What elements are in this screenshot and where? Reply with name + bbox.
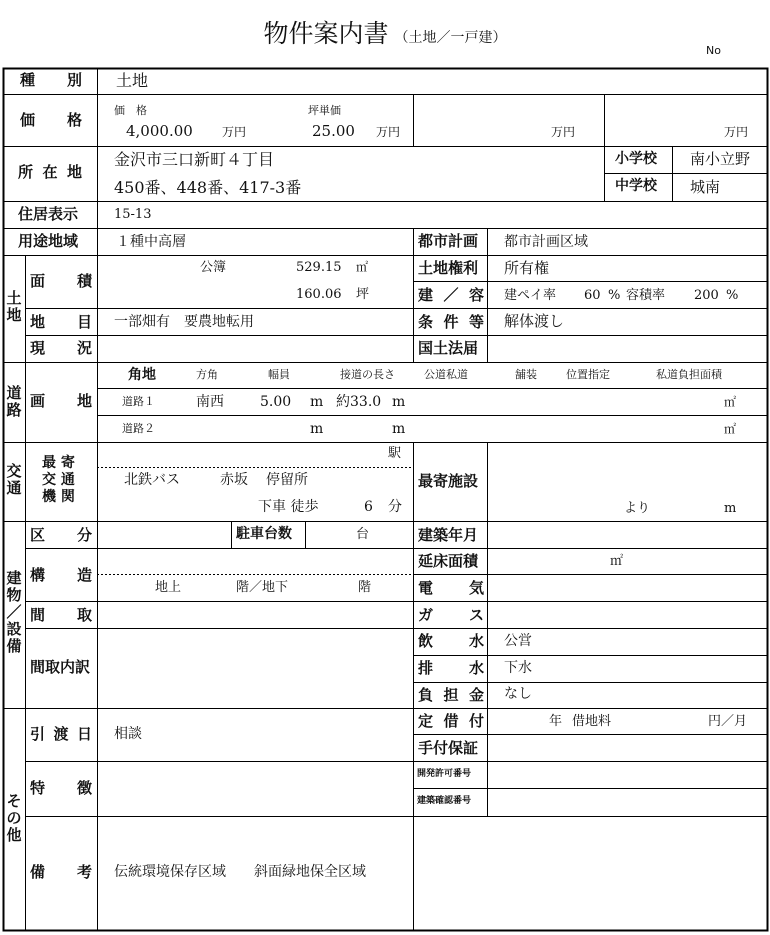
label-nobeyuka: 延床面積 <box>418 552 479 570</box>
kouhou-label: 公簿 <box>200 260 227 275</box>
price-label: 価 格 <box>114 104 147 117</box>
road1-width: 5.00 <box>260 394 292 410</box>
label-kubun: 区 分 <box>30 526 92 544</box>
label-futankin: 負 担 金 <box>418 686 484 704</box>
label-madori-uchiwake: 間取内訳 <box>30 658 91 676</box>
label-kenyo: 建 ／ 容 <box>418 286 484 304</box>
kenpei-value: 60 <box>584 288 601 303</box>
label-chikunen: 建築年月 <box>418 526 479 544</box>
road1-area-unit: ㎡ <box>724 395 737 409</box>
label-kokudo: 国土法届 <box>418 339 479 357</box>
road-header-futan: 私道負担面積 <box>656 368 722 381</box>
kenri-value: 所有権 <box>504 259 550 277</box>
price-unit-3: 万円 <box>551 125 576 139</box>
yoseki-pct: % <box>726 288 739 303</box>
yoseki-value: 200 <box>694 288 719 303</box>
group-kotsu: 交 通 <box>6 462 22 497</box>
label-chugakko: 中学校 <box>615 178 657 194</box>
bus-company: 北鉄バス <box>124 472 180 488</box>
group-tochi: 土 地 <box>6 289 22 324</box>
label-hikiwatashi: 引 渡 日 <box>30 725 92 743</box>
label-haisui: 排 水 <box>418 659 484 677</box>
road-header-kakuchi: 角地 <box>128 367 156 383</box>
address-line1: 金沢市三口新町４丁目 <box>114 150 275 169</box>
label-shozaichi: 所 在 地 <box>18 163 82 181</box>
junior-high-school: 城南 <box>690 178 721 196</box>
structure-above: 地上 <box>155 580 182 595</box>
shubetsu-value: 土地 <box>116 71 149 90</box>
teishaku-yen-month: 円／月 <box>708 714 748 729</box>
area-tsubo-unit: 坪 <box>356 287 370 302</box>
road-header-hougaku: 方角 <box>196 368 218 381</box>
label-kouzou: 構 造 <box>30 566 92 584</box>
structure-basement: 階 <box>358 580 372 595</box>
address-line2: 450番、448番、417-3番 <box>114 178 302 197</box>
road-header-kodo: 公道私道 <box>424 368 468 381</box>
price-unit: 万円 <box>222 125 247 139</box>
biko-value: 伝統環境保存区域 斜面緑地保全区域 <box>114 864 366 880</box>
label-genkyo: 現 況 <box>30 339 92 357</box>
label-shubetsu: 種 別 <box>20 71 82 89</box>
label-moyori-kotsu: 最 寄 交 通 機 関 <box>42 455 75 505</box>
jukyo-value: 15-13 <box>114 207 152 222</box>
label-joken: 条 件 等 <box>418 313 484 331</box>
road1-label: 道路１ <box>122 395 155 408</box>
label-biko: 備 考 <box>30 863 92 881</box>
group-doro: 道 路 <box>6 384 22 419</box>
road2-length-unit: m <box>392 421 406 437</box>
label-youto: 用途地域 <box>18 232 79 250</box>
road-header-ichi: 位置指定 <box>566 368 610 381</box>
hikiwatashi-value: 相談 <box>114 726 142 742</box>
teishaku-rent-label: 借地料 <box>572 714 612 729</box>
group-tatemono: 建 物 ／ 設 備 <box>6 569 22 655</box>
road2-area-unit: ㎡ <box>724 422 737 436</box>
label-kakunin: 建築確認番号 <box>417 796 472 806</box>
document-title: 物件案内書 （土地／一戸建） <box>263 19 507 48</box>
parking-unit: 台 <box>356 527 370 542</box>
kenpei-pct: % <box>608 288 621 303</box>
drain-value: 下水 <box>504 660 532 676</box>
label-denki: 電 気 <box>418 579 484 597</box>
joken-value: 解体渡し <box>504 312 565 330</box>
document-subtitle: （土地／一戸建） <box>394 30 507 46</box>
tsubo-label: 坪単価 <box>308 104 341 117</box>
label-chushajo: 駐車台数 <box>236 526 292 542</box>
area-m2-unit: ㎡ <box>356 260 369 274</box>
toshikeikaku-value: 都市計画区域 <box>504 234 588 250</box>
label-gas: ガ ス <box>418 606 484 624</box>
area-m2: 529.15 <box>296 260 342 275</box>
label-kakaku: 価 格 <box>20 111 82 129</box>
youto-value: １種中高層 <box>116 234 186 250</box>
label-shogakko: 小学校 <box>615 151 657 167</box>
label-tetsuke: 手付保証 <box>418 739 479 757</box>
label-tokucho: 特 徴 <box>30 779 92 797</box>
tsubo-unit: 万円 <box>376 125 401 139</box>
walk-label: 下車 徒歩 <box>258 499 319 515</box>
tsubo-value: 25.00 <box>312 122 355 140</box>
price-value: 4,000.00 <box>126 122 193 140</box>
label-tochi-kenri: 土地権利 <box>418 259 479 277</box>
label-kakuchi: 画 地 <box>30 392 92 410</box>
bus-stop: 赤坂 <box>220 472 248 488</box>
water-value: 公営 <box>504 633 532 649</box>
station-suffix: 駅 <box>388 446 402 461</box>
road-header-setsudo: 接道の長さ <box>340 368 395 381</box>
label-madori: 間 取 <box>30 606 92 624</box>
structure-floors: 階／地下 <box>236 580 289 595</box>
futankin-value: なし <box>504 686 532 702</box>
bus-stop-suffix: 停留所 <box>266 472 308 488</box>
teishaku-year: 年 <box>549 714 563 729</box>
label-jukyo: 住居表示 <box>18 205 79 223</box>
road-header-fukuin: 幅員 <box>268 368 290 381</box>
label-kaihatsu: 開発許可番号 <box>417 769 472 779</box>
chimoku-value: 一部畑有 要農地転用 <box>114 314 254 330</box>
facility-yori: より <box>624 501 651 516</box>
label-moyori-shisetsu: 最寄施設 <box>418 472 479 490</box>
road-header-hoso: 舗装 <box>515 368 537 381</box>
label-menseki: 面 積 <box>30 272 92 290</box>
label-chimoku: 地 目 <box>30 313 92 331</box>
road1-direction: 南西 <box>196 394 224 410</box>
group-sonota: そ の 他 <box>6 792 22 844</box>
number-label: No <box>706 44 721 57</box>
road2-width-unit: m <box>310 421 324 437</box>
label-insui: 飲 水 <box>418 632 484 650</box>
kenpei-label: 建ペイ率 <box>504 288 557 303</box>
floor-area-unit: ㎡ <box>610 554 624 569</box>
elementary-school: 南小立野 <box>690 150 751 168</box>
label-teishaku: 定 借 付 <box>418 712 484 730</box>
walk-minutes: 6 <box>364 499 373 515</box>
road1-width-unit: m <box>310 394 324 410</box>
facility-m: m <box>724 501 737 516</box>
price-unit-4: 万円 <box>724 125 749 139</box>
road2-label: 道路２ <box>122 422 155 435</box>
walk-minutes-unit: 分 <box>388 499 402 515</box>
road1-length-unit: m <box>392 394 406 410</box>
label-toshikeikaku: 都市計画 <box>418 232 479 250</box>
road1-length: 約33.0 <box>336 394 382 410</box>
yoseki-label: 容積率 <box>626 288 666 303</box>
area-tsubo: 160.06 <box>296 287 342 302</box>
